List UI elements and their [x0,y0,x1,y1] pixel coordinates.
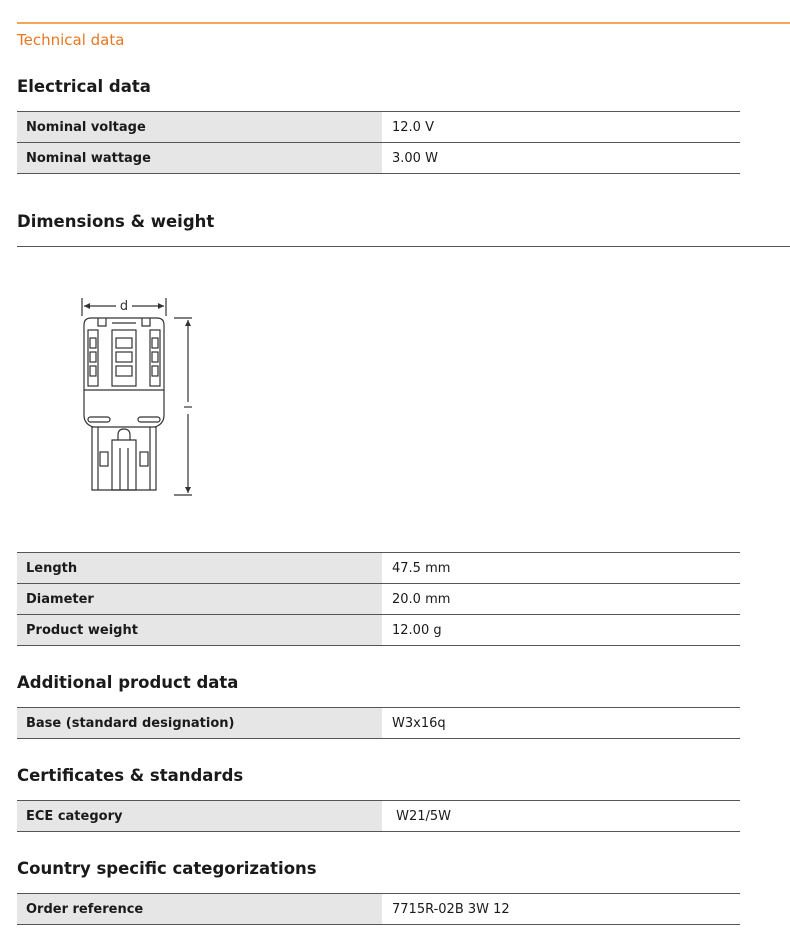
row-label: Diameter [17,584,382,614]
row-label: Order reference [17,894,382,924]
row-value: 47.5 mm [392,560,451,576]
diameter-label: d [119,299,129,314]
table-row [17,708,740,739]
table-row [17,801,740,832]
row-label: Nominal voltage [17,112,382,142]
row-label: Nominal wattage [17,143,382,173]
section-title-dimensions: Dimensions & weight [17,212,215,231]
page-heading: Technical data [17,31,125,49]
table-row [17,143,740,174]
row-value: 12.00 g [392,622,442,638]
table-row [17,894,740,925]
section-title-certificates: Certificates & standards [17,766,244,785]
row-label: Base (standard designation) [17,708,382,738]
row-value: 12.0 V [392,119,434,135]
row-label: Product weight [17,615,382,645]
table-row [17,584,740,615]
table-row [17,112,740,143]
section-title-electrical: Electrical data [17,77,151,96]
row-value: W3x16q [392,715,446,731]
table-row [17,615,740,646]
electrical-table [17,111,740,174]
row-label: Length [17,553,382,583]
header-rule [17,22,790,24]
additional-table [17,707,740,739]
section-title-country: Country specific categorizations [17,859,317,878]
row-label: ECE category [17,801,382,831]
dimensions-table [17,552,740,646]
bulb-dimension-diagram [70,290,210,505]
dimensions-rule [17,246,790,247]
section-title-additional: Additional product data [17,673,239,692]
bulb-drawing [70,290,210,505]
row-value: 7715R-02B 3W 12 [392,901,510,917]
table-row [17,553,740,584]
certificates-table [17,800,740,832]
country-table [17,893,740,925]
row-value: 20.0 mm [392,591,451,607]
row-value: W21/5W [392,808,452,824]
row-value: 3.00 W [392,150,438,166]
